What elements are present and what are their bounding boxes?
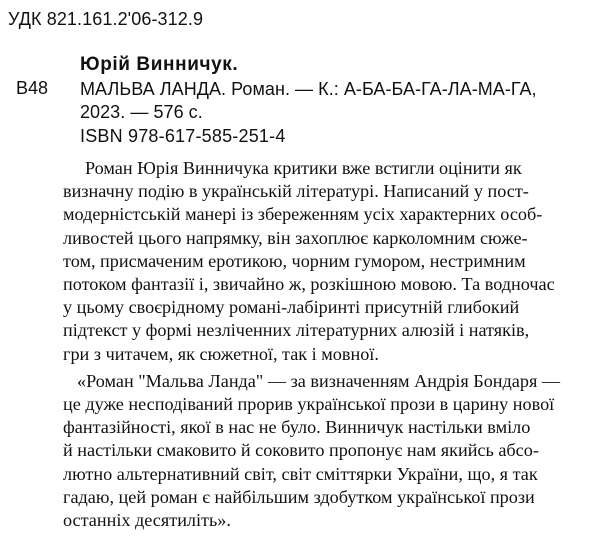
text-line: гадаю, цей роман є найбільшим здобутком української прози: [63, 486, 535, 507]
text-line: лютно альтернативний світ, світ сміттярки України, що, я так: [63, 463, 538, 484]
author-sign-code: В48: [16, 78, 49, 98]
text-line: це дуже несподіваний прорив української прози в царину нової: [63, 394, 555, 415]
text-line: у цьому своєрідному романі-лабіринті присутній глибокий: [63, 297, 520, 318]
text-line: підтекст у формі незліченних літературних алюзій і натяків,: [63, 320, 530, 341]
text-line: том, присмаченим еротикою, чорним гумором, нестримним: [63, 250, 526, 271]
annotation-paragraph-2: [63, 370, 598, 532]
author-name: Юрій Винничук.: [80, 54, 239, 75]
text-line: модерністській манері із збереженням усіх характерних особ-: [63, 204, 543, 225]
text-line: й настільки смаковито й соковито пропонує нам якийсь абсо-: [63, 440, 539, 461]
annotation-paragraph-1: [63, 157, 598, 366]
text-line: визначну подію в українській літературі. Написаний у пост-: [63, 181, 529, 202]
annotation-text: [63, 157, 598, 532]
isbn-number: ISBN 978-617-585-251-4: [80, 126, 286, 146]
text-line: фантазійності, якої в нас не було. Винничук настільки вміло: [63, 417, 531, 438]
text-line: потоком фантазії і, звичайно ж, розкішною мовою. Та водночас: [63, 274, 555, 295]
description-line: 2023. — 576 с.: [80, 102, 203, 122]
text-line: Роман Юрія Винничука критики вже встигли оцінити як: [85, 158, 522, 178]
bibliographic-record: [80, 53, 592, 147]
text-line: «Роман "Мальва Ланда" — за визначенням Андрія Бондаря —: [77, 370, 561, 391]
text-line: ливостей цього напрямку, він захоплює карколомним сюже-: [63, 227, 528, 248]
udk-classification: УДК 821.161.2'06-312.9: [8, 9, 204, 29]
text-line: останніх десятиліть».: [63, 510, 231, 531]
title-description: [80, 78, 592, 124]
description-line: МАЛЬВА ЛАНДА. Роман. — К.: А-БА-БА-ГА-ЛА-МА-ГА,: [80, 79, 537, 99]
text-line: гри з читачем, як сюжетної, так і мовної.: [63, 343, 379, 364]
